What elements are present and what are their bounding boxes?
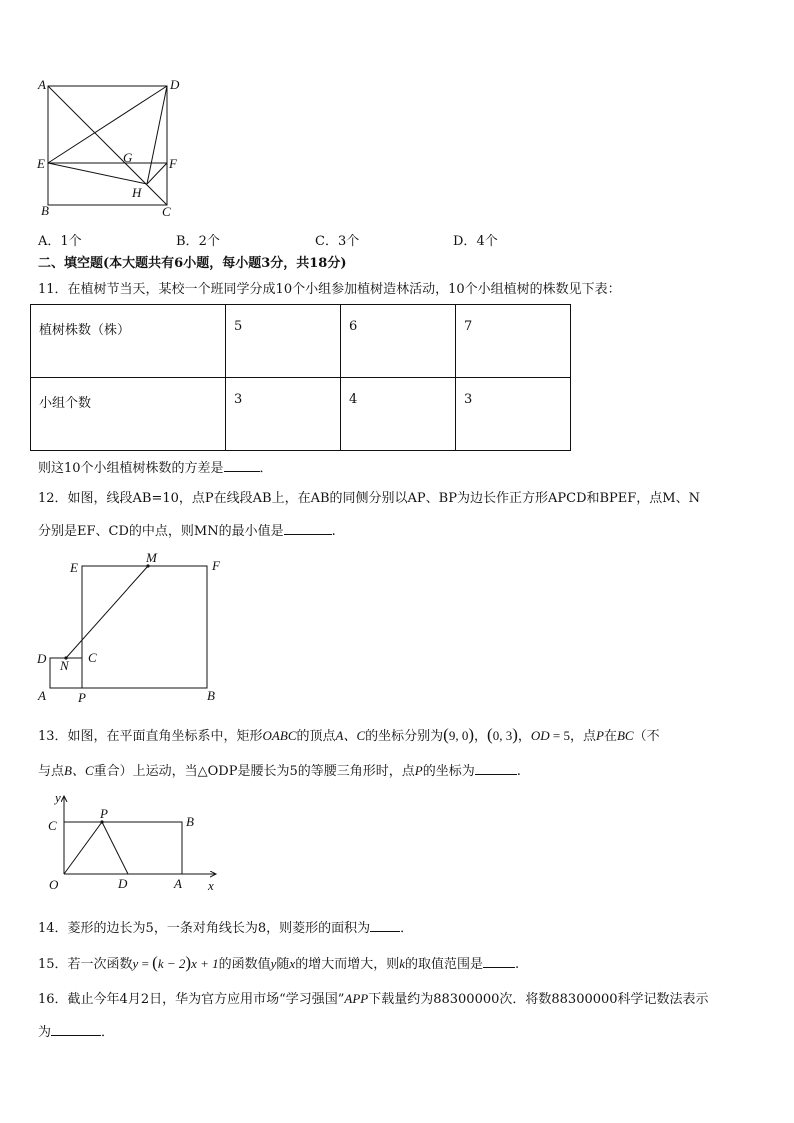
label-p: P — [78, 690, 86, 705]
math-x: x — [289, 956, 296, 971]
question-text: 13．如图，在平面直角坐标系中，矩形 — [38, 729, 263, 744]
question-14 — [38, 920, 413, 937]
coordinate-figure-q13 — [40, 790, 230, 898]
question-11-ask — [38, 460, 273, 477]
label-e: E — [37, 156, 45, 171]
question-13-line2 — [38, 763, 521, 780]
square-bpef — [82, 566, 207, 688]
table-cell: 5 — [226, 305, 341, 378]
choice-c[interactable] — [315, 230, 359, 249]
label-b: B — [207, 688, 215, 703]
choice-letter: A． — [38, 234, 61, 249]
punctuation: ． — [101, 1025, 115, 1040]
math-od: OD — [530, 728, 550, 743]
label-n: N — [60, 658, 69, 673]
label-c: C — [162, 204, 171, 219]
geometry-figure-q12 — [30, 548, 230, 708]
table-cell: 6 — [341, 305, 456, 378]
label-d: D — [37, 651, 47, 666]
choice-letter: C． — [315, 234, 338, 249]
question-text: 与点 — [38, 764, 65, 779]
label-p: P — [100, 806, 108, 821]
question-text: ，点 — [570, 729, 597, 744]
segment-ed — [48, 86, 167, 163]
punctuation: ． — [400, 921, 414, 936]
label-c: C — [48, 818, 57, 833]
choice-d[interactable] — [453, 230, 498, 249]
question-text: 15．若一次函数 — [38, 957, 133, 972]
label-f: F — [212, 558, 220, 573]
punctuation: . — [515, 957, 520, 972]
section-title: 二、填空题(本大题共有6小题，每小题3分，共18分) — [38, 256, 347, 271]
math-equals: = — [138, 956, 153, 971]
tree-planting-table — [30, 304, 571, 451]
label-f: F — [169, 156, 177, 171]
math-k-minus-2: k − 2 — [157, 956, 186, 971]
question-13-line1: 13．如图，在平面直角坐标系中，矩形OABC的顶点A、C的坐标分别为(9, 0)，(0, 3)，OD = 5，点P在BC（不 — [38, 725, 660, 744]
choice-b[interactable] — [176, 230, 220, 249]
punctuation: . — [516, 764, 521, 779]
question-15: 15．若一次函数y = (k − 2)x + 1的函数值y随x的增大而增大，则k的取值范围是 . — [38, 953, 520, 972]
table-cell: 小组个数 — [31, 378, 226, 451]
table-row — [31, 378, 571, 451]
label-d: D — [118, 876, 128, 891]
question-text: 重合）上运动，当△ODP是腰长为5的等腰三角形时，点 — [93, 764, 415, 779]
label-o: O — [49, 877, 59, 892]
table-row — [31, 305, 571, 378]
question-text: 下载量约为88300000次．将数88300000科学记数法表示 — [368, 992, 709, 1007]
choice-letter: D． — [453, 234, 477, 249]
choice-a[interactable] — [38, 230, 82, 249]
question-text: 随 — [276, 957, 290, 972]
geometry-figure-q10 — [30, 75, 190, 220]
math-p: P — [414, 763, 423, 778]
question-12-line2 — [38, 523, 336, 540]
math-oabc: OABC — [262, 728, 297, 743]
table-cell: 7 — [456, 305, 571, 378]
segment-mn — [66, 566, 148, 658]
question-text: 在 — [603, 729, 617, 744]
question-text: 的坐标分别为 — [365, 729, 444, 744]
math-bc: BC — [616, 728, 634, 743]
punctuation: ， — [474, 729, 488, 744]
punctuation: ． — [259, 461, 273, 476]
answer-blank[interactable] — [475, 763, 517, 775]
math-y: y — [270, 956, 277, 971]
table-cell: 3 — [456, 378, 571, 451]
question-16-line2 — [38, 1024, 114, 1041]
question-text: 的函数值 — [218, 957, 271, 972]
choice-text: 4个 — [476, 234, 498, 249]
choice-letter: B． — [176, 234, 199, 249]
label-b: B — [41, 203, 49, 218]
label-m: M — [146, 550, 157, 565]
label-y: y — [55, 790, 61, 805]
answer-blank[interactable] — [370, 920, 400, 932]
punctuation: ， — [517, 729, 531, 744]
math-od-value: = 5 — [549, 728, 570, 743]
question-text: 则这10个小组植树株数的方差是 — [38, 461, 224, 476]
choice-text: 2个 — [198, 234, 220, 249]
question-text: 16．截止今年4月2日，华为官方应用市场“学习强国” — [38, 992, 345, 1007]
coordinate-a: 9, 0 — [448, 728, 469, 743]
math-y: y — [132, 956, 139, 971]
segment-eh — [48, 163, 147, 184]
question-text: 的取值范围是 — [405, 957, 484, 972]
label-a: A — [38, 77, 46, 92]
math-p: P — [596, 728, 604, 743]
answer-blank[interactable] — [284, 523, 332, 535]
table-cell: 4 — [341, 378, 456, 451]
segment-hd — [147, 86, 167, 184]
punctuation: . — [331, 524, 336, 539]
question-text: 的顶点 — [296, 729, 336, 744]
question-text: 分别是EF、CD的中点，则MN的最小值是 — [38, 524, 284, 539]
triangle-odp — [64, 822, 128, 874]
math-ac: A、C — [335, 728, 366, 743]
label-a: A — [174, 876, 182, 891]
rectangle-oabc — [64, 822, 182, 874]
math-app: APP — [344, 991, 369, 1006]
coordinate-c: 0, 3 — [492, 728, 513, 743]
question-text: 的增大而增大，则 — [295, 957, 400, 972]
question-text: 为 — [38, 1025, 52, 1040]
question-text: 14．菱形的边长为5，一条对角线长为8，则菱形的面积为 — [38, 921, 371, 936]
question-11-stem: 11．在植树节当天，某校一个班同学分成10个小组参加植树造林活动，10个小组植树的株数见下表： — [38, 282, 621, 297]
label-g: G — [123, 150, 133, 165]
answer-blank[interactable] — [483, 956, 515, 968]
answer-blank[interactable] — [51, 1024, 101, 1036]
question-16-line1 — [38, 991, 709, 1008]
label-d: D — [170, 77, 180, 92]
math-bc: B、C — [64, 763, 94, 778]
math-k: k — [399, 956, 405, 971]
segment-hf — [147, 163, 167, 184]
label-a: A — [38, 688, 46, 703]
label-c: C — [88, 650, 97, 665]
question-12-line1: 12．如图，线段AB=10，点P在线段AB上，在AB的同侧分别以AP、BP为边长作正方形APCD和BPEF，点M、N — [38, 491, 700, 506]
math-x-plus-1: x + 1 — [191, 956, 219, 971]
label-x: x — [208, 878, 214, 893]
table-cell: 3 — [226, 378, 341, 451]
answer-blank[interactable] — [224, 460, 260, 472]
table-cell: 植树株数（株） — [31, 305, 226, 378]
label-b: B — [186, 814, 194, 829]
label-e: E — [70, 560, 78, 575]
question-text: 的坐标为 — [422, 764, 475, 779]
choice-text: 1个 — [60, 234, 82, 249]
segment-ac — [48, 86, 167, 205]
question-text: （不 — [633, 729, 660, 744]
choice-text: 3个 — [337, 234, 360, 249]
label-h: H — [132, 185, 142, 200]
